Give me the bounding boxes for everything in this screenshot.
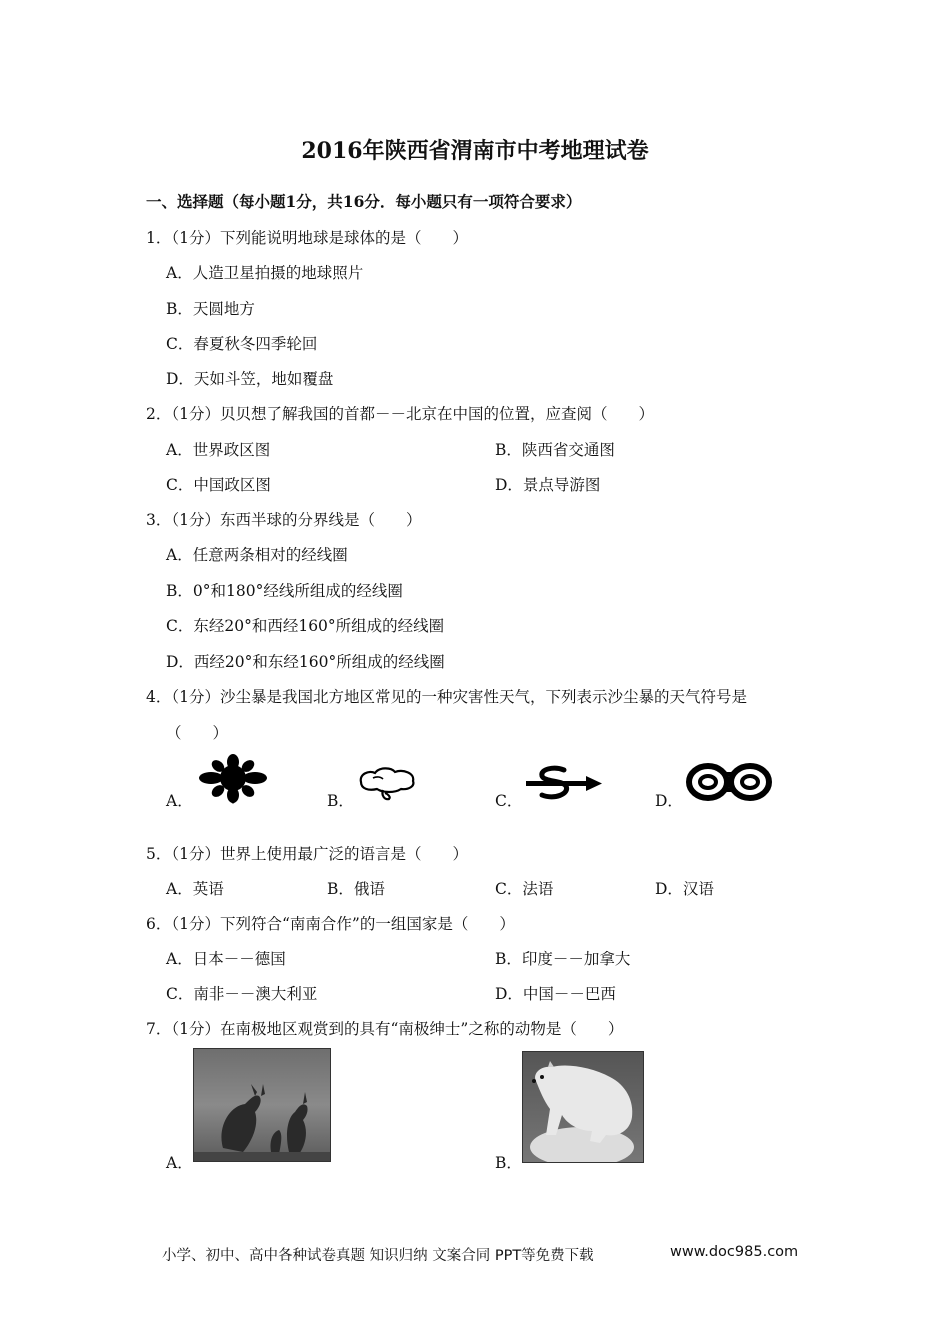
question-3-stem: 3．（1分）东西半球的分界线是（ ） xyxy=(146,511,422,529)
question-5-option-d: D．汉语 xyxy=(655,880,714,898)
question-3-option-c: C．东经20°和西经160°所组成的经线圈 xyxy=(166,617,445,635)
question-1-option-c: C．春夏秋冬四季轮回 xyxy=(166,335,318,353)
question-2-option-d: D．景点导游图 xyxy=(495,476,601,494)
question-3-option-b: B．0°和180°经线所组成的经线圈 xyxy=(166,582,403,600)
question-5-stem: 5．（1分）世界上使用最广泛的语言是（ ） xyxy=(146,845,468,863)
question-1-stem: 1．（1分）下列能说明地球是球体的是（ ） xyxy=(146,229,468,247)
question-5-option-a: A．英语 xyxy=(166,880,224,898)
question-4-option-b: B． xyxy=(327,792,354,810)
question-6-stem: 6．（1分）下列符合“南南合作”的一组国家是（ ） xyxy=(146,915,515,933)
question-4-option-c: C． xyxy=(495,792,523,810)
question-4-option-a: A． xyxy=(166,792,193,810)
sandstorm-splotch-symbol-icon xyxy=(195,754,271,804)
cloud-symbol-icon xyxy=(355,764,419,806)
question-7-option-a: A． xyxy=(166,1154,193,1172)
question-4-stem-continued: （ ） xyxy=(166,724,229,742)
section-heading: 一、选择题（每小题1分，共16分．每小题只有一项符合要求） xyxy=(146,192,582,211)
question-4-stem: 4．（1分）沙尘暴是我国北方地区常见的一种灾害性天气，下列表示沙尘暴的天气符号是 xyxy=(146,688,747,706)
question-3-option-a: A．任意两条相对的经线圈 xyxy=(166,546,348,564)
question-7-stem: 7．（1分）在南极地区观赏到的具有“南极绅士”之称的动物是（ ） xyxy=(146,1020,624,1038)
question-4-option-d: D． xyxy=(655,792,683,810)
question-5-option-b: B．俄语 xyxy=(327,880,385,898)
question-1-option-a: A．人造卫星拍摄的地球照片 xyxy=(166,264,364,282)
page-title: 2016年陕西省渭南市中考地理试卷 xyxy=(301,138,649,164)
question-2-stem: 2．（1分）贝贝想了解我国的首都－－北京在中国的位置，应查阅（ ） xyxy=(146,405,654,423)
question-2-option-a: A．世界政区图 xyxy=(166,441,271,459)
footer-text: 小学、初中、高中各种试卷真题 知识归纳 文案合同 PPT等免费下载 xyxy=(162,1248,594,1264)
question-6-option-d: D．中国－－巴西 xyxy=(495,985,616,1003)
question-6-option-b: B．印度－－加拿大 xyxy=(495,950,631,968)
question-2-option-b: B．陕西省交通图 xyxy=(495,441,615,459)
fog-double-circle-symbol-icon xyxy=(683,758,775,806)
question-6-option-a: A．日本－－德国 xyxy=(166,950,286,968)
sandstorm-s-arrow-symbol-icon xyxy=(524,764,604,804)
question-5-option-c: C．法语 xyxy=(495,880,554,898)
question-1-option-d: D．天如斗笠，地如覆盘 xyxy=(166,370,334,388)
question-2-option-c: C．中国政区图 xyxy=(166,476,271,494)
kangaroo-photo xyxy=(193,1048,331,1162)
question-1-option-b: B．天圆地方 xyxy=(166,300,255,318)
question-7-option-b: B． xyxy=(495,1154,522,1172)
footer-url[interactable]: www.doc985.com xyxy=(670,1244,799,1260)
question-6-option-c: C．南非－－澳大利亚 xyxy=(166,985,318,1003)
polar-bear-photo xyxy=(522,1051,644,1163)
question-3-option-d: D．西经20°和东经160°所组成的经线圈 xyxy=(166,653,445,671)
